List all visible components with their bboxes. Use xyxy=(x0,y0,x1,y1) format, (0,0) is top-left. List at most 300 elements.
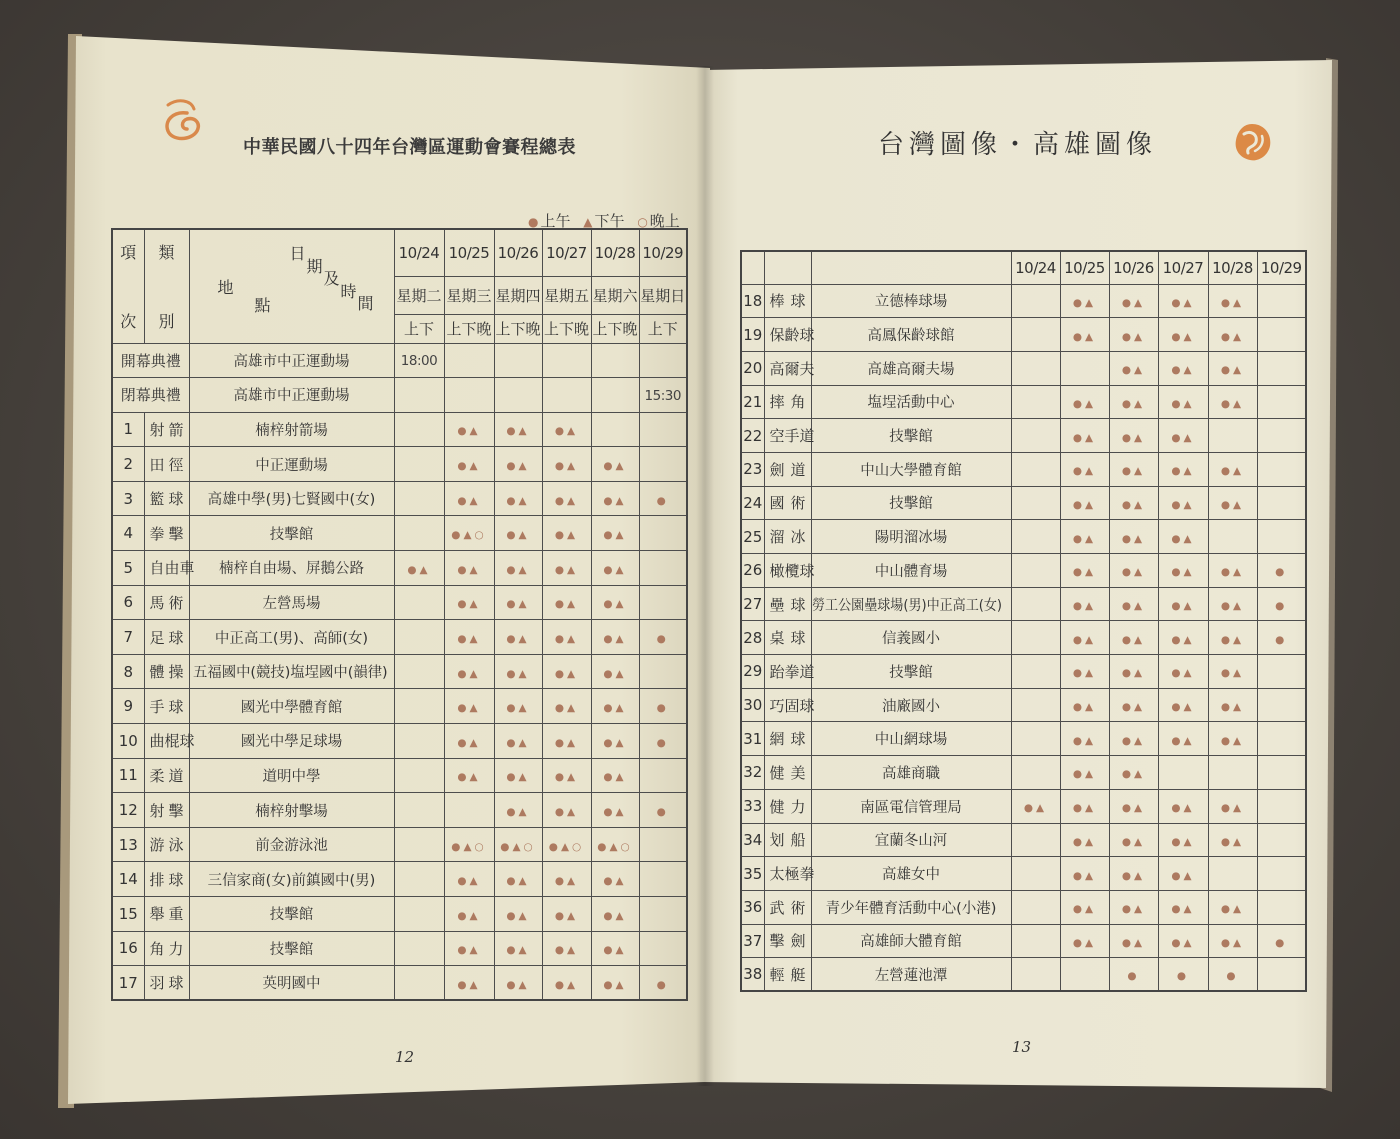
session-marks: ●▲ xyxy=(457,875,481,888)
schedule-cell xyxy=(444,551,494,586)
schedule-cell xyxy=(591,897,639,932)
event-name: 羽球 xyxy=(149,974,184,993)
event-name: 射箭 xyxy=(149,420,184,439)
session-marks: ●▲ xyxy=(506,563,530,576)
item-number: 33 xyxy=(743,797,763,816)
session-header: 上下晚 xyxy=(591,314,639,343)
schedule-cell xyxy=(639,620,687,655)
schedule-cell xyxy=(444,378,494,413)
schedule-cell xyxy=(639,585,687,620)
session-marks: ●▲ xyxy=(1121,633,1146,646)
schedule-cell xyxy=(591,862,639,897)
schedule-row xyxy=(112,966,687,1001)
schedule-cell xyxy=(1109,554,1158,588)
item-number: 18 xyxy=(743,291,763,310)
schedule-cell xyxy=(639,931,687,966)
schedule-cell xyxy=(542,758,591,793)
session-marks: ●▲ xyxy=(1220,397,1245,410)
schedule-cell xyxy=(1257,789,1306,823)
schedule-row xyxy=(741,621,1306,655)
session-marks: ●▲ xyxy=(1121,835,1146,848)
item-number-cell xyxy=(112,585,144,620)
schedule-cell xyxy=(1060,351,1109,385)
venue-cell xyxy=(811,520,1011,554)
item-number-cell xyxy=(741,452,764,486)
item-number-cell xyxy=(741,823,764,857)
venue-name: 高雄師大體育館 xyxy=(860,934,962,951)
event-name: 跆拳道 xyxy=(769,662,815,681)
session-marks: ●▲ xyxy=(554,633,579,646)
schedule-cell xyxy=(591,827,639,862)
item-number-cell xyxy=(112,793,144,828)
schedule-row xyxy=(112,447,687,482)
session-marks: ● xyxy=(1275,936,1288,949)
schedule-cell xyxy=(1208,890,1257,924)
item-number-cell xyxy=(741,486,764,520)
schedule-cell xyxy=(1011,385,1060,419)
schedule-cell xyxy=(1011,890,1060,924)
item-number-cell xyxy=(741,789,764,823)
event-cell xyxy=(144,827,189,862)
item-number: 7 xyxy=(123,628,134,647)
schedule-cell xyxy=(591,724,639,759)
event-name: 手球 xyxy=(149,697,184,716)
session-marks: ●▲ xyxy=(506,667,530,680)
venue-name: 勞工公園壘球場(男)中正高工(女) xyxy=(811,597,1002,614)
schedule-cell xyxy=(639,481,687,516)
item-number-cell xyxy=(112,481,144,516)
schedule-cell xyxy=(1208,789,1257,823)
venue-name: 高雄市中正運動場 xyxy=(233,353,350,370)
venue-name: 塩埕活動中心 xyxy=(867,395,955,412)
schedule-cell xyxy=(444,516,494,551)
schedule-cell xyxy=(542,620,591,655)
schedule-cell xyxy=(1257,385,1306,419)
schedule-cell xyxy=(1257,857,1306,891)
item-number-cell xyxy=(112,827,144,862)
schedule-cell xyxy=(1011,520,1060,554)
session-marks: ●▲ xyxy=(1072,532,1097,545)
item-number: 30 xyxy=(743,696,763,715)
session-marks: ●▲ xyxy=(554,563,579,576)
session-marks: ●▲ xyxy=(1072,633,1097,646)
session-marks: ● xyxy=(1176,970,1190,983)
item-number-cell xyxy=(741,890,764,924)
session-marks: ●▲ xyxy=(554,944,579,957)
item-number: 31 xyxy=(743,729,763,748)
schedule-cell xyxy=(542,897,591,932)
ceremony-name: 閉幕典禮 xyxy=(120,386,181,405)
page-number-left: 12 xyxy=(395,1048,415,1066)
event-name: 射擊 xyxy=(149,801,184,820)
schedule-cell xyxy=(1158,823,1208,857)
venue-cell xyxy=(811,958,1011,992)
item-number: 36 xyxy=(743,898,763,917)
schedule-cell xyxy=(1109,284,1158,318)
event-cell xyxy=(764,318,815,352)
session-marks: ●▲ xyxy=(1121,600,1146,613)
schedule-cell xyxy=(1257,924,1306,958)
item-number-cell xyxy=(112,516,144,551)
session-marks: ●▲ xyxy=(1171,600,1195,613)
weekday-header: 星期三 xyxy=(444,276,494,314)
session-marks: ●▲ xyxy=(1121,903,1146,916)
item-number-cell xyxy=(112,654,144,689)
schedule-cell xyxy=(1257,486,1306,520)
schedule-row xyxy=(741,554,1306,588)
session-marks: ●▲ xyxy=(506,806,530,819)
session-marks: ●▲ xyxy=(457,494,481,507)
schedule-cell xyxy=(1060,284,1109,318)
schedule-cell xyxy=(1257,688,1306,722)
session-marks: ●▲ xyxy=(603,702,627,715)
schedule-cell xyxy=(1109,318,1158,352)
session-marks: ●▲ xyxy=(1072,566,1097,579)
item-number: 2 xyxy=(123,455,134,474)
schedule-cell xyxy=(444,758,494,793)
venue-cell xyxy=(189,481,394,516)
schedule-cell xyxy=(1109,587,1158,621)
session-marks: ●▲ xyxy=(1072,835,1097,848)
schedule-cell xyxy=(394,897,444,932)
event-cell xyxy=(764,385,811,419)
event-name: 高爾夫 xyxy=(769,359,815,378)
schedule-cell xyxy=(591,343,639,378)
session-marks: ●▲ xyxy=(506,425,530,438)
schedule-cell xyxy=(639,551,687,586)
schedule-cell xyxy=(639,447,687,482)
item-number-cell xyxy=(112,551,144,586)
header-row-dates xyxy=(741,251,1306,284)
session-marks: ●▲ xyxy=(554,667,579,680)
schedule-row xyxy=(741,284,1306,318)
schedule-cell xyxy=(1060,452,1109,486)
schedule-cell xyxy=(1011,284,1060,318)
date-header: 10/28 xyxy=(1208,251,1257,284)
schedule-cell xyxy=(1060,520,1109,554)
schedule-cell xyxy=(1060,554,1109,588)
schedule-cell xyxy=(542,931,591,966)
venue-name: 南區電信管理局 xyxy=(860,799,962,816)
schedule-cell xyxy=(1158,688,1208,722)
session-marks: ●▲ xyxy=(1072,330,1097,343)
schedule-cell xyxy=(1158,722,1208,756)
venue-name: 油廠國小 xyxy=(882,698,940,715)
schedule-cell xyxy=(394,931,444,966)
session-marks: ●▲ xyxy=(506,702,530,715)
item-number-cell xyxy=(112,620,144,655)
venue-cell xyxy=(811,587,1011,621)
event-name: 角力 xyxy=(149,939,184,958)
session-marks: ●▲ xyxy=(603,667,627,680)
schedule-cell xyxy=(494,862,542,897)
schedule-cell xyxy=(1011,351,1060,385)
schedule-cell xyxy=(1109,958,1158,992)
schedule-cell xyxy=(444,689,494,724)
session-marks: ●▲ xyxy=(1072,498,1097,511)
schedule-cell xyxy=(591,412,639,447)
session-marks: ●▲ xyxy=(603,633,627,646)
schedule-cell xyxy=(1158,756,1208,790)
schedule-cell xyxy=(1257,554,1306,588)
schedule-row xyxy=(741,520,1306,554)
session-marks: ●▲ xyxy=(554,702,579,715)
event-name: 籃球 xyxy=(149,490,184,509)
schedule-cell xyxy=(639,827,687,862)
item-number-header xyxy=(112,229,144,343)
schedule-cell xyxy=(542,724,591,759)
session-marks: ●▲ xyxy=(1171,802,1195,815)
schedule-cell xyxy=(444,862,494,897)
item-number: 5 xyxy=(123,558,134,577)
venue-name: 楠梓自由場、屏鵝公路 xyxy=(219,561,364,578)
session-marks: ●▲ xyxy=(1171,869,1195,882)
session-marks: ●▲ xyxy=(1121,734,1146,747)
venue-cell xyxy=(811,823,1011,857)
schedule-cell xyxy=(639,966,687,1001)
schedule-cell xyxy=(1109,924,1158,958)
event-cell xyxy=(144,516,189,551)
schedule-cell xyxy=(1060,924,1109,958)
item-number: 21 xyxy=(743,392,763,411)
session-marks: ●▲ xyxy=(1171,330,1195,343)
session-marks: ● xyxy=(656,494,669,507)
item-number-cell xyxy=(741,385,764,419)
item-header-top: 項 xyxy=(120,243,137,263)
schedule-row xyxy=(112,551,687,586)
schedule-cell xyxy=(1060,890,1109,924)
event-name: 舉重 xyxy=(149,905,184,924)
venue-name: 技擊館 xyxy=(269,907,314,924)
session-marks: ●▲ xyxy=(1121,431,1146,444)
schedule-cell xyxy=(1208,520,1257,554)
schedule-row xyxy=(112,724,687,759)
venue-cell xyxy=(811,554,1011,588)
venue-name: 英明國中 xyxy=(262,976,321,993)
item-number-cell xyxy=(741,722,764,756)
event-name: 溜冰 xyxy=(769,528,806,547)
schedule-cell xyxy=(591,758,639,793)
item-number: 4 xyxy=(123,524,134,543)
event-name: 摔角 xyxy=(769,393,806,412)
date-header: 10/25 xyxy=(1060,251,1109,284)
event-cell xyxy=(144,931,189,966)
session-marks: ●▲ xyxy=(1220,296,1245,309)
schedule-cell xyxy=(591,793,639,828)
session-marks: ●▲ xyxy=(603,944,627,957)
schedule-row xyxy=(112,793,687,828)
date-header: 10/25 xyxy=(444,229,494,276)
venue-cell xyxy=(811,789,1011,823)
session-marks: ●▲ xyxy=(457,460,481,473)
schedule-cell xyxy=(1158,486,1208,520)
schedule-cell xyxy=(1158,452,1208,486)
event-name: 保齡球 xyxy=(769,326,815,345)
schedule-cell xyxy=(1109,351,1158,385)
session-marks: ● xyxy=(656,806,669,819)
venue-cell xyxy=(811,385,1011,419)
session-marks: ●▲ xyxy=(1171,936,1195,949)
venue-cell xyxy=(189,551,394,586)
event-cell xyxy=(764,284,811,318)
schedule-cell xyxy=(444,654,494,689)
session-header: 上下晚 xyxy=(444,314,494,343)
schedule-cell xyxy=(1011,688,1060,722)
event-cell xyxy=(764,756,811,790)
item-number-cell xyxy=(741,857,764,891)
ceremony-cell xyxy=(112,343,189,378)
page-number-right: 13 xyxy=(1012,1038,1032,1056)
session-marks: ●▲ xyxy=(603,736,627,749)
schedule-cell xyxy=(639,793,687,828)
schedule-cell xyxy=(494,654,542,689)
event-cell xyxy=(144,862,189,897)
session-marks: ●▲ xyxy=(554,460,579,473)
item-number-cell xyxy=(741,554,764,588)
venue-cell xyxy=(811,924,1011,958)
schedule-cell xyxy=(542,654,591,689)
schedule-cell xyxy=(444,412,494,447)
event-name: 擊劍 xyxy=(769,932,806,951)
session-marks: ●▲ xyxy=(1121,498,1146,511)
schedule-cell xyxy=(494,793,542,828)
venue-name: 中正運動場 xyxy=(255,457,328,474)
venue-cell xyxy=(811,722,1011,756)
schedule-cell xyxy=(444,931,494,966)
item-number: 6 xyxy=(123,593,134,612)
schedule-body-right xyxy=(741,284,1306,991)
session-marks: ●▲ xyxy=(1171,532,1195,545)
schedule-cell xyxy=(494,931,542,966)
schedule-cell xyxy=(394,966,444,1001)
venue-name: 高雄商職 xyxy=(882,765,940,782)
session-marks: ●▲ xyxy=(457,909,481,922)
session-marks: ●▲ xyxy=(1072,768,1097,781)
schedule-cell xyxy=(1109,756,1158,790)
session-marks: ●▲ xyxy=(457,563,481,576)
legend-label: 下午 xyxy=(594,212,625,230)
session-marks: ●▲ xyxy=(603,494,627,507)
schedule-cell xyxy=(542,551,591,586)
session-marks: ●▲ xyxy=(1072,431,1097,444)
schedule-cell xyxy=(1109,688,1158,722)
session-marks: ● xyxy=(656,702,669,715)
session-marks: ●▲ xyxy=(1171,431,1195,444)
event-cell xyxy=(764,587,811,621)
schedule-cell xyxy=(1158,655,1208,689)
item-number: 9 xyxy=(123,697,134,716)
item-number-cell xyxy=(741,688,764,722)
item-number: 26 xyxy=(743,561,763,580)
item-number-cell xyxy=(112,862,144,897)
schedule-cell xyxy=(494,689,542,724)
schedule-row xyxy=(741,385,1306,419)
schedule-cell xyxy=(444,966,494,1001)
schedule-cell xyxy=(1011,924,1060,958)
header-char: 日 xyxy=(289,244,306,263)
item-number-cell xyxy=(741,655,764,689)
item-number: 25 xyxy=(743,527,763,546)
session-marks: ●▲ xyxy=(506,875,530,888)
schedule-cell xyxy=(1109,621,1158,655)
venue-name: 國光中學足球場 xyxy=(240,734,343,751)
session-marks: ●▲ xyxy=(1171,734,1195,747)
schedule-cell xyxy=(1257,655,1306,689)
schedule-cell xyxy=(444,620,494,655)
venue-name: 技擊館 xyxy=(889,429,933,446)
schedule-cell xyxy=(1060,722,1109,756)
schedule-row xyxy=(741,318,1306,352)
event-cell xyxy=(144,689,189,724)
venue-cell xyxy=(811,318,1011,352)
venue-cell xyxy=(811,486,1011,520)
event-cell xyxy=(764,890,811,924)
item-number-cell xyxy=(112,412,144,447)
schedule-cell xyxy=(1257,958,1306,992)
session-marks: ●▲ xyxy=(457,702,481,715)
schedule-cell xyxy=(1109,722,1158,756)
venue-cell xyxy=(811,756,1011,790)
schedule-cell xyxy=(1060,318,1109,352)
weekday-header: 星期四 xyxy=(494,276,542,314)
schedule-row xyxy=(741,890,1306,924)
session-marks: ●▲ xyxy=(1121,364,1146,377)
venue-name: 技擊館 xyxy=(889,496,933,513)
schedule-row xyxy=(112,897,687,932)
session-marks: ●▲ xyxy=(1171,701,1195,714)
venue-name: 中山大學體育館 xyxy=(860,462,962,479)
schedule-cell xyxy=(1060,419,1109,453)
session-marks: ●▲ xyxy=(1072,869,1097,882)
venue-name: 五福國中(競技)塩埕國中(韻律) xyxy=(193,665,388,682)
session-marks: ●▲ xyxy=(1220,566,1245,579)
session-marks: ●▲ xyxy=(457,667,481,680)
session-marks: ●▲ xyxy=(1072,296,1097,309)
schedule-cell xyxy=(394,793,444,828)
schedule-cell xyxy=(591,654,639,689)
schedule-cell xyxy=(1060,789,1109,823)
schedule-cell xyxy=(1011,318,1060,352)
schedule-cell xyxy=(1257,756,1306,790)
venue-cell xyxy=(189,793,394,828)
session-marks: ●▲○ xyxy=(451,840,487,853)
item-number: 22 xyxy=(743,426,763,445)
schedule-cell xyxy=(444,343,494,378)
schedule-cell xyxy=(542,516,591,551)
item-number-cell xyxy=(741,621,764,655)
session-marks: ●▲ xyxy=(603,460,627,473)
session-marks: ●▲ xyxy=(1072,465,1097,478)
schedule-cell xyxy=(639,758,687,793)
legend-label: 晚上 xyxy=(649,212,680,230)
event-name: 網球 xyxy=(769,730,806,749)
session-marks: ●▲ xyxy=(1220,802,1245,815)
schedule-row xyxy=(741,688,1306,722)
session-marks: ●▲ xyxy=(603,875,627,888)
legend-symbol: ▲ xyxy=(583,215,593,229)
session-marks: ●▲ xyxy=(506,633,530,646)
schedule-cell xyxy=(1208,318,1257,352)
event-name: 劍道 xyxy=(769,460,806,479)
class-header xyxy=(144,229,189,343)
schedule-cell xyxy=(1257,520,1306,554)
item-number-cell xyxy=(112,897,144,932)
event-cell xyxy=(764,823,811,857)
schedule-cell xyxy=(444,724,494,759)
event-cell xyxy=(144,620,189,655)
session-marks: ●▲ xyxy=(554,771,579,784)
date-header: 10/27 xyxy=(542,229,591,276)
